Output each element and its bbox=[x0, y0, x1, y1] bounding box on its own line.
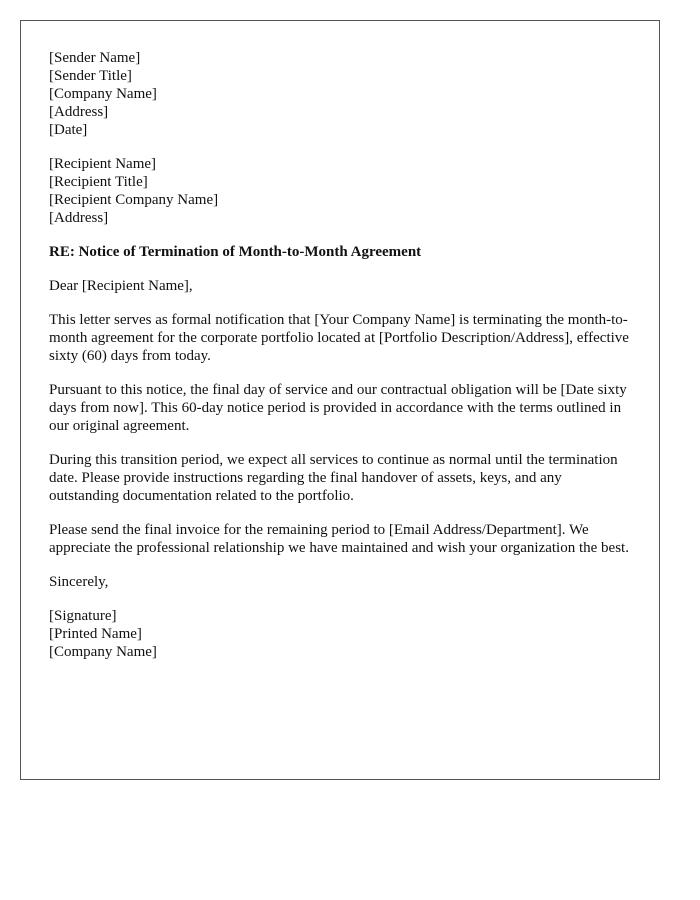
sender-address: [Address] bbox=[49, 104, 109, 120]
salutation: Dear [Recipient Name], bbox=[49, 278, 193, 294]
sender-title: [Sender Title] bbox=[49, 68, 132, 84]
signature-placeholder: [Signature] bbox=[49, 608, 117, 624]
body-paragraph: This letter serves as formal notification that [Your Company Name] is terminating the month-to-month agreement for the corporate portfolio located at [Portfolio Description/Address], effective sixty (60) days from today. bbox=[49, 312, 629, 364]
recipient-company: [Recipient Company Name] bbox=[49, 192, 219, 208]
sender-block bbox=[49, 49, 633, 139]
sender-company: [Company Name] bbox=[49, 86, 157, 102]
body-paragraph: Pursuant to this notice, the final day of service and our contractual obligation will be [Date sixty days from now]. This 60-day notice period is provided in accordance with the terms outlined in our original agreement. bbox=[49, 382, 627, 434]
letter-page bbox=[20, 20, 660, 780]
letter-body bbox=[49, 49, 633, 677]
closing: Sincerely, bbox=[49, 574, 109, 590]
signature-company: [Company Name] bbox=[49, 644, 157, 660]
recipient-name: [Recipient Name] bbox=[49, 156, 157, 172]
printed-name: [Printed Name] bbox=[49, 626, 142, 642]
body-paragraph: During this transition period, we expect all services to continue as normal until the termination date. Please provide instructions regarding the final handover of assets, keys, and any outstanding documentation related to the portfolio. bbox=[49, 452, 618, 504]
letter-date: [Date] bbox=[49, 122, 88, 138]
sender-name: [Sender Name] bbox=[49, 50, 141, 66]
body-paragraph: Please send the final invoice for the remaining period to [Email Address/Department]. We appreciate the professional relationship we have maintained and wish your organization the best. bbox=[49, 522, 629, 556]
recipient-address: [Address] bbox=[49, 210, 109, 226]
subject-line: RE: Notice of Termination of Month-to-Month Agreement bbox=[49, 244, 422, 260]
recipient-title: [Recipient Title] bbox=[49, 174, 148, 190]
recipient-block bbox=[49, 155, 633, 227]
signature-block bbox=[49, 607, 633, 661]
